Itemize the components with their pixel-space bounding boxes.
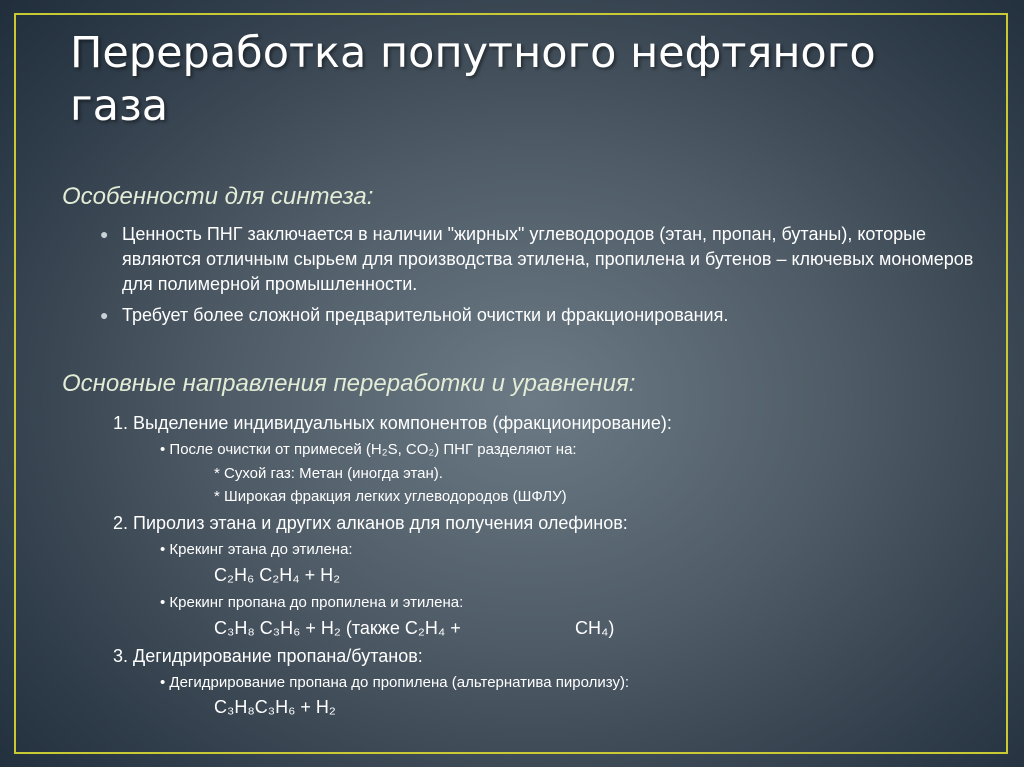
bullet-icon: ●	[100, 226, 109, 242]
bullet-icon: ●	[100, 307, 109, 323]
direction-1-label: 1. Выделение индивидуальных компонентов (фракционирование):	[113, 413, 672, 433]
equation-propane-dehydrogenation: C₃H₈C₃H₆ + H₂	[214, 697, 336, 717]
equation-propane-cracking-tail: CH₄)	[575, 618, 615, 638]
direction-3-label: 3. Дегидрирование пропана/бутанов:	[113, 646, 423, 666]
equation-ethane-cracking: C₂H₆ C₂H₄ + H₂	[214, 565, 341, 585]
direction-1-sub: • После очистки от примесей (H₂S, CO₂) ПНГ разделяют на:	[160, 441, 577, 458]
list-item: ● Ценность ПНГ заключается в наличии "жирных" углеводородов (этан, пропан, бутаны), которые являются отличным сырьем для производства этилена, пропилена и бутенов – ключевых мономеров для полимерной промышленности.	[100, 224, 974, 294]
direction-2-sub-ethane: • Крекинг этана до этилена:	[160, 541, 353, 558]
direction-2-label: 2. Пиролиз этана и других алканов для получения олефинов:	[113, 513, 628, 533]
direction-3-sub: • Дегидрирование пропана до пропилена (альтернатива пиролизу):	[160, 674, 630, 691]
section-heading-features: Особенности для синтеза:	[62, 183, 374, 210]
direction-1-point-dry-gas: * Сухой газ: Метан (иногда этан).	[214, 465, 443, 482]
slide-title: Переработка попутного нефтяного газа	[70, 28, 876, 131]
list-item: ● Требует более сложной предварительной очистки и фракционирования.	[100, 303, 980, 328]
equation-propane-cracking: C₃H₈ C₃H₆ + H₂ (также C₂H₄ +	[214, 618, 461, 638]
direction-1-point-ngl: * Широкая фракция легких углеводородов (ШФЛУ)	[214, 488, 567, 505]
section-heading-directions: Основные направления переработки и уравнения:	[62, 370, 636, 397]
direction-2-sub-propane: • Крекинг пропана до пропилена и этилена:	[160, 594, 464, 611]
features-list	[100, 222, 980, 334]
